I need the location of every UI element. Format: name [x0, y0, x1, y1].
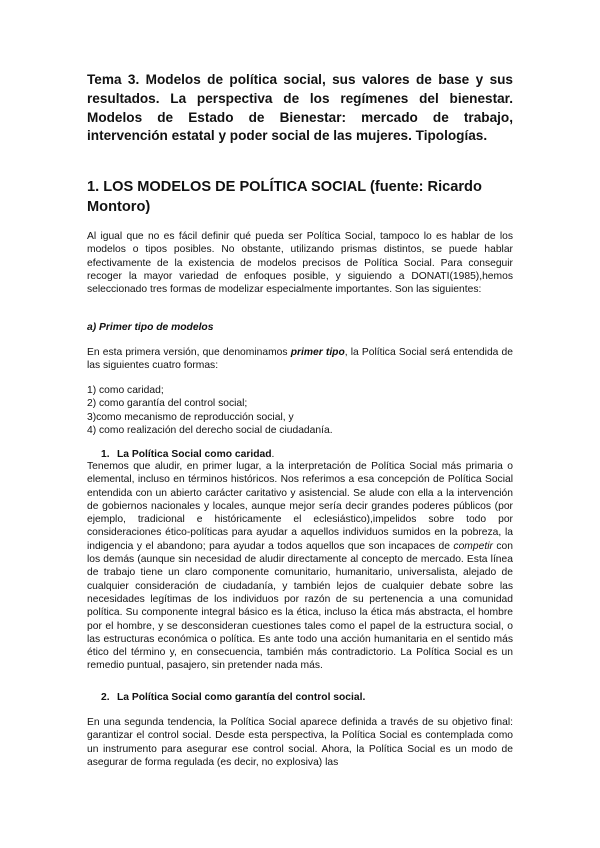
section-1-body-before: Tenemos que aludir, en primer lugar, a la interpretación de Política Social más primaria o elemental, incluso en términos históricos. Nos referimos a esa concepción de Política Social entendida con un abierto carácter caritativo y asistencial. Se alude con ella a la intervención de gobiernos nacionales y locales, aunque mejor sería decir grandes poderes públicos (por ejemplo, tradicional e históricamente el eclesiástico),impelidos sobre todo por consideraciones ético-políticas para ayudar a aquellos individuos sumidos en la pobreza, la indigencia y el abandono; para ayudar a todos aquellos que son incapaces de	[87, 461, 513, 552]
section-1-title: La Política Social como caridad	[117, 449, 272, 460]
list-item: 4) como realización del derecho social de ciudadanía.	[87, 424, 333, 436]
section-1-body-emphasis: competir	[453, 540, 493, 552]
document-title: Tema 3. Modelos de política social, sus valores de base y sus resultados. La perspectiva de los regímenes del bienestar. Modelos de Estado de Bienestar: mercado de trabajo, intervención estatal y poder social de las mujeres. Tipologías.	[87, 72, 513, 144]
section-2-number: 2.	[101, 692, 110, 703]
subheading-first-type: a) Primer tipo de modelos	[87, 322, 214, 333]
section-1-title-end: .	[271, 449, 275, 460]
first-version-text-before: En esta primera versión, que denominamos	[87, 347, 291, 358]
section-2-heading	[101, 691, 513, 704]
list-item: 3)como mecanismo de reproducción social, y	[87, 411, 294, 423]
list-item: 2) como garantía del control social;	[87, 398, 248, 410]
section-2-title: La Política Social como garantía del control social.	[117, 692, 366, 703]
intro-paragraph: Al igual que no es fácil definir qué pueda ser Política Social, tampoco lo es hablar de los modelos o tipos posibles. No obstante, utilizando prismas distintos, se puede hablar efectivamente de la existencia de modelos precisos de Política Social. Para conseguir recoger la mayor variedad de enfoques posible, y siguiendo a DONATI(1985),hemos seleccionado tres formas de modelizar especialmente importantes. Son las siguientes:	[87, 231, 513, 296]
first-version-emphasis: primer tipo	[290, 347, 345, 358]
section-heading-1: 1. LOS MODELOS DE POLÍTICA SOCIAL (fuente: Ricardo Montoro)	[87, 179, 482, 215]
section-1-number: 1.	[101, 449, 110, 460]
section-2-body: En una segunda tendencia, la Política Social aparece definida a través de su objetivo final: garantizar el control social. Desde esta perspectiva, la Política Social es contemplada como un instrumento para asegurar ese control social. Ahora, la Política Social es un modo de asegurar de forma regulada (es decir, no explosiva) las	[87, 717, 513, 768]
first-version-text-after: , la Política Social será entendida de las siguientes cuatro formas:	[87, 347, 513, 372]
first-version-paragraph	[87, 346, 513, 373]
section-1-body-after: con los demás (aunque sin necesidad de aludir directamente al concepto de mercado. Esta línea de trabajo tiene un claro componente comunitario, humanitario, universalista, alejado de cualquier consideración de ciudadanía, y también lejos de cualquier debate sobre las necesidades legítimas de los individuos por razón de su pertenencia a una comunidad política. Su componente integral básico es la ética, incluso la ética más abstracta, el hombre por el hombre, y se desconsideran cuestiones tales como el papel de la estructura social, o las estructuras económica o política. Es ante todo una acción humanitaria en el sentido más ético del término y, en consecuencia, también más contradictorio. La Política Social es un remedio puntual, pasajero, sin pretender nada más.	[87, 540, 513, 672]
list-item: 1) como caridad;	[87, 385, 164, 396]
forms-list	[87, 384, 513, 437]
section-1-body	[87, 460, 513, 673]
